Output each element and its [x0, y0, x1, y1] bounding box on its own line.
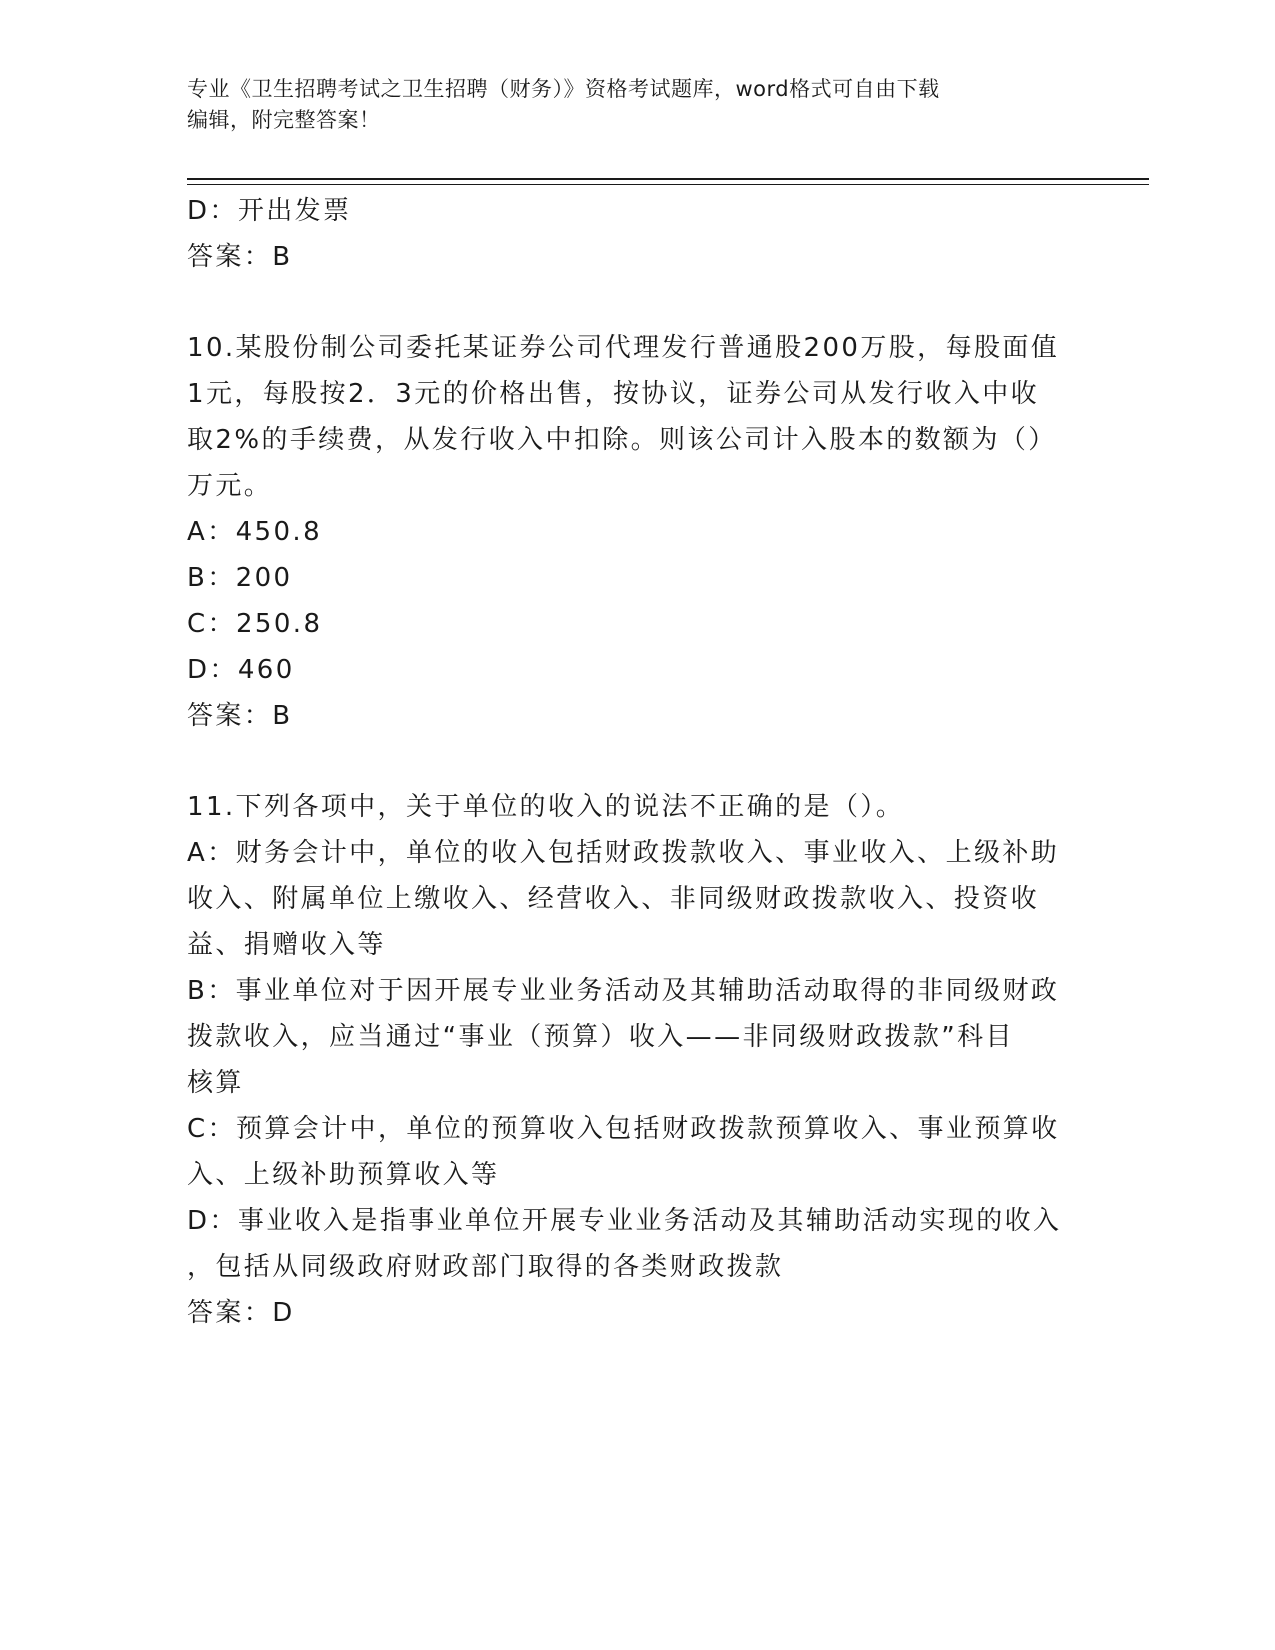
- option-c-line: C：预算会计中，单位的预算收入包括财政拨款预算收入、事业预算收: [187, 1114, 1060, 1144]
- spacer: [187, 280, 1087, 325]
- question-11: [187, 784, 1087, 1336]
- option-d-line: ，包括从同级政府财政部门取得的各类财政拨款: [187, 1252, 784, 1282]
- answer-line: 答案：D: [187, 1298, 295, 1328]
- document-body: [187, 188, 1087, 1336]
- option-b: B：200: [187, 563, 293, 593]
- option-d-line: D：事业收入是指事业单位开展专业业务活动及其辅助活动实现的收入: [187, 1206, 1062, 1236]
- question-stem-line: 10.某股份制公司委托某证券公司代理发行普通股200万股，每股面值: [187, 333, 1060, 363]
- header-divider-thin: [187, 184, 1149, 185]
- header-divider-thick: [187, 178, 1149, 180]
- option-c-line: 入、上级补助预算收入等: [187, 1160, 500, 1190]
- header-line-1: 专业《卫生招聘考试之卫生招聘（财务）》资格考试题库，word格式可自由下载: [187, 77, 940, 101]
- question-stem-line: 1元，每股按2．3元的价格出售，按协议，证券公司从发行收入中收: [187, 379, 1040, 409]
- option-d: D：460: [187, 655, 295, 685]
- option-a-line: 收入、附属单位上缴收入、经营收入、非同级财政拨款收入、投资收: [187, 884, 1040, 914]
- option-d: D：开出发票: [187, 196, 352, 226]
- question-stem-line: 万元。: [187, 471, 273, 501]
- option-a-line: A：财务会计中，单位的收入包括财政拨款收入、事业收入、上级补助: [187, 838, 1060, 868]
- spacer: [187, 739, 1087, 784]
- header-line-2: 编辑，附完整答案！: [187, 108, 381, 132]
- answer-line: 答案：B: [187, 242, 293, 272]
- question-stem-line: 取2%的手续费，从发行收入中扣除。则该公司计入股本的数额为（）: [187, 425, 1057, 455]
- page-header: [187, 74, 1067, 136]
- option-b-line: B：事业单位对于因开展专业业务活动及其辅助活动取得的非同级财政: [187, 976, 1060, 1006]
- answer-line: 答案：B: [187, 701, 293, 731]
- option-a: A：450.8: [187, 517, 323, 547]
- question-stem-line: 11.下列各项中，关于单位的收入的说法不正确的是（）。: [187, 792, 905, 822]
- option-b-line: 拨款收入，应当通过“事业（预算）收入——非同级财政拨款”科目: [187, 1022, 1014, 1052]
- option-b-line: 核算: [187, 1068, 244, 1098]
- previous-question-tail: [187, 188, 1087, 280]
- question-10: [187, 325, 1087, 739]
- option-c: C：250.8: [187, 609, 323, 639]
- option-a-line: 益、捐赠收入等: [187, 930, 386, 960]
